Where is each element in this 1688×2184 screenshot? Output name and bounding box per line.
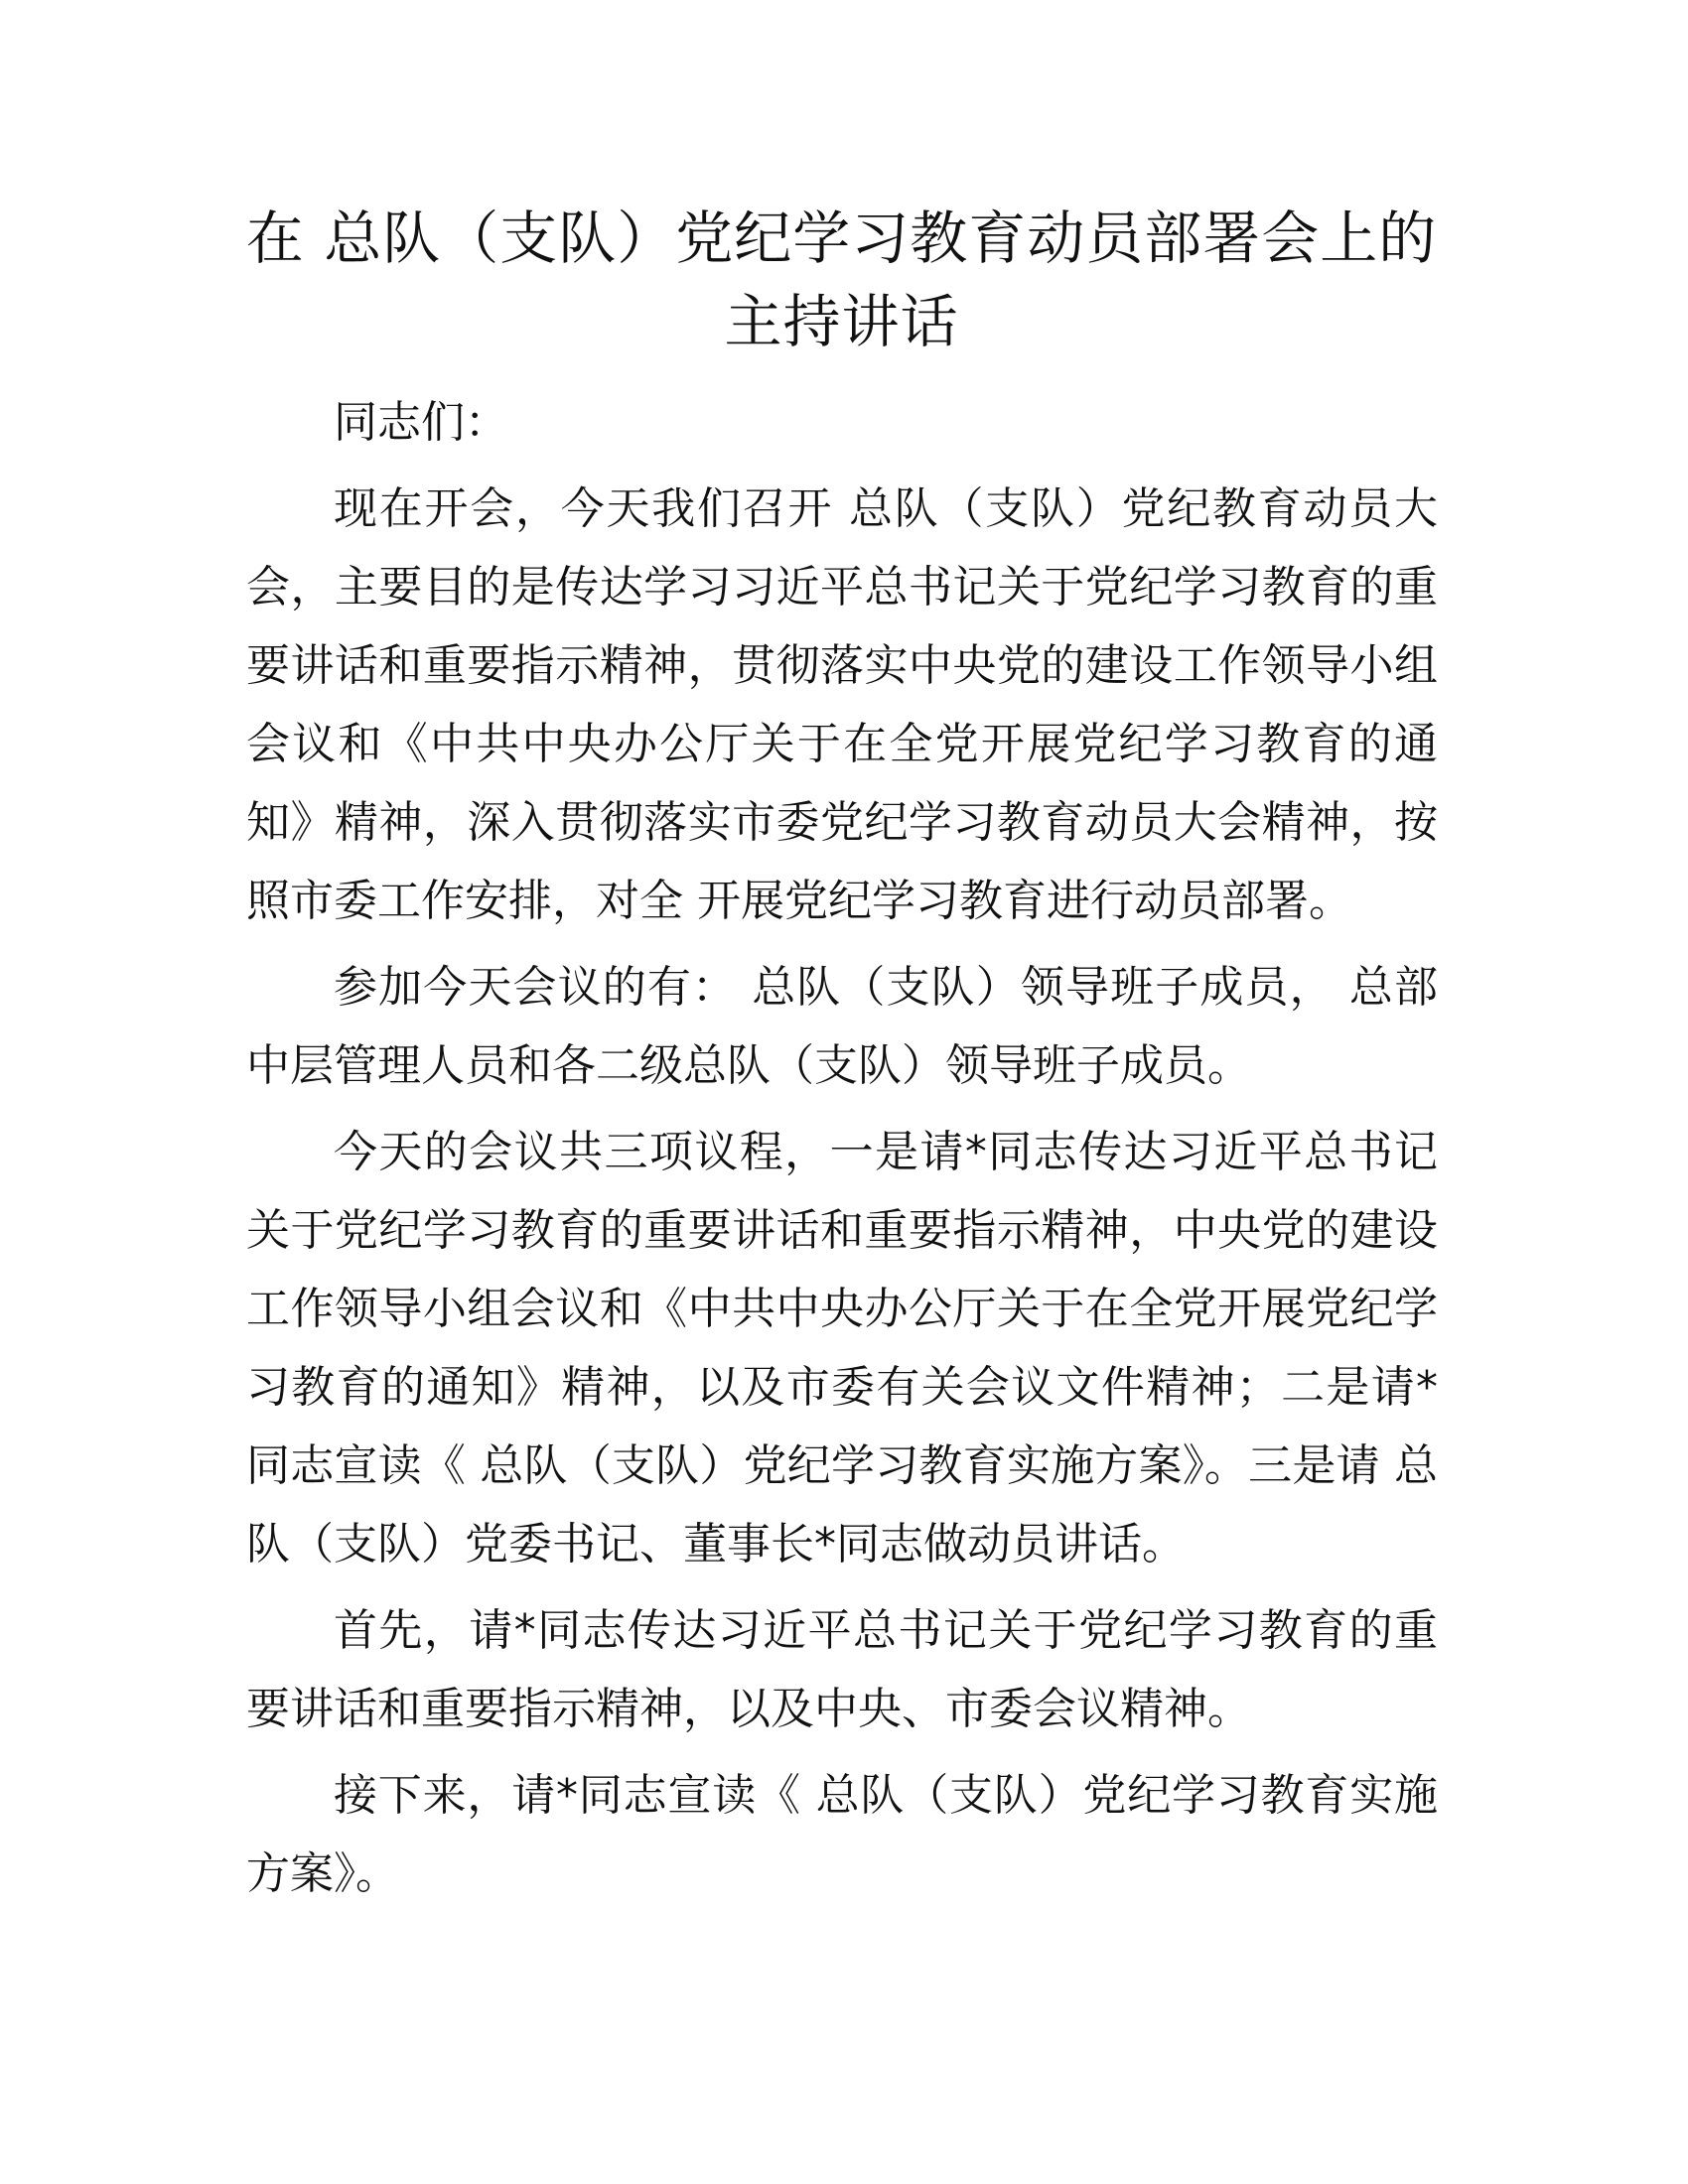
opening-paragraph: 现在开会，今天我们召开 总队（支队）党纪教育动员大会，主要目的是传达学习习近平总书记关于党纪学习教育的重要讲话和重要指示精神，贯彻落实中央党的建设工作领导小组会议和《中共中央办公厅关于在全党开展党纪学习教育的通知》精神，深入贯彻落实市委党纪学习教育动员大会精神，按照市委工作安排，对全 开展党纪学习教育进行动员部署。	[246, 483, 1438, 926]
document-title	[238, 197, 1445, 363]
next-item-paragraph: 接下来，请*同志宣读《 总队（支队）党纪学习教育实施方案》。	[246, 1770, 1438, 1899]
document-body	[246, 383, 1438, 1921]
agenda-paragraph: 今天的会议共三项议程，一是请*同志传达习近平总书记关于党纪学习教育的重要讲话和重要指示精神，中央党的建设工作领导小组会议和《中共中央办公厅关于在全党开展党纪学习教育的通知》精神，以及市委有关会议文件精神；二是请*同志宣读《 总队（支队）党纪学习教育实施方案》。三是请 总队（支队）党委书记、董事长*同志做动员讲话。	[246, 1127, 1438, 1570]
title-line-2: 主持讲话	[724, 288, 959, 355]
first-item-paragraph: 首先，请*同志传达习近平总书记关于党纪学习教育的重要讲话和重要指示精神，以及中央、市委会议精神。	[246, 1605, 1438, 1734]
attendees-paragraph: 参加今天会议的有： 总队（支队）领导班子成员， 总部中层管理人员和各二级总队（支队）领导班子成员。	[246, 962, 1438, 1091]
title-line-1: 在 总队（支队）党纪学习教育动员部署会上的	[245, 205, 1438, 272]
salutation-paragraph: 同志们：	[334, 397, 508, 448]
